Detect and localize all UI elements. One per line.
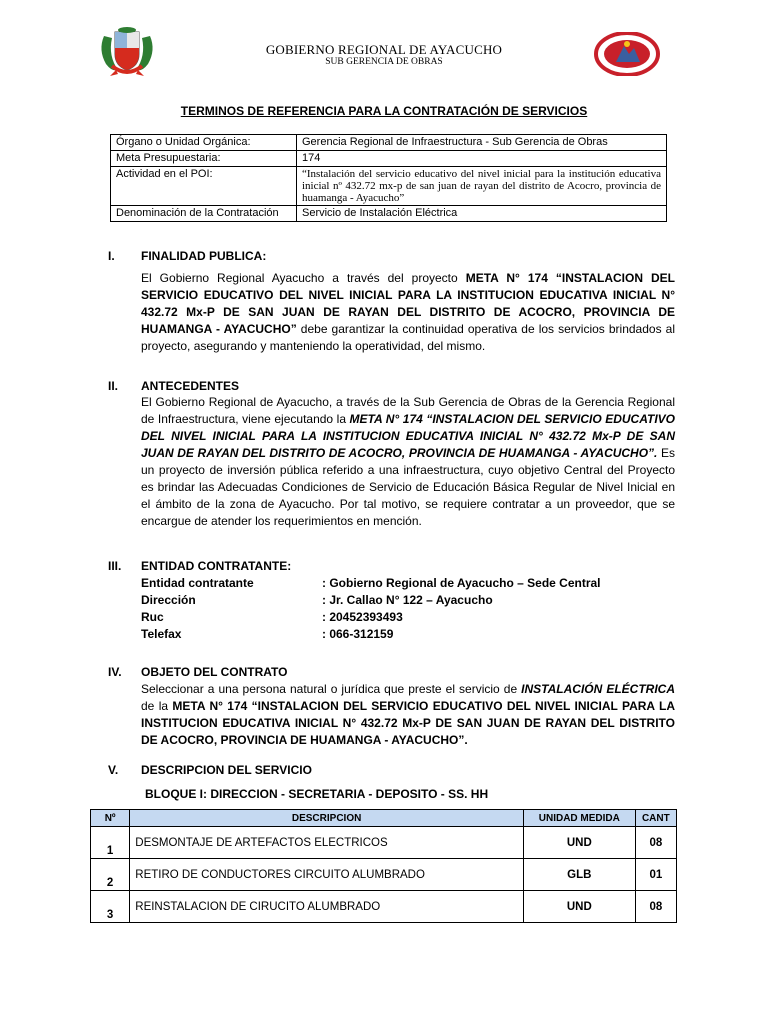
entity-label: Ruc (141, 610, 164, 624)
entity-value: : Jr. Callao N° 122 – Ayacucho (322, 593, 493, 607)
column-header: DESCRIPCION (130, 810, 524, 827)
row-quantity: 08 (635, 891, 676, 923)
info-row (111, 206, 667, 222)
row-number: 2 (91, 859, 130, 891)
info-value: Gerencia Regional de Infraestructura - Sub Gerencia de Obras (297, 135, 667, 151)
header-title: GOBIERNO REGIONAL DE AYACUCHO (265, 42, 503, 57)
info-value: “Instalación del servicio educativo del nivel inicial para la institución educativa inicial nº 432.72 mx-p de san juan de rayan del distrito de Acocro, provincia de huamanga - Ayacucho” (297, 167, 667, 206)
header-subtitle: SUB GERENCIA DE OBRAS (325, 57, 443, 67)
row-unit: UND (523, 891, 635, 923)
section-number: IV. (108, 665, 122, 679)
entity-value: : Gobierno Regional de Ayacucho – Sede Central (322, 576, 601, 590)
info-label: Actividad en el POI: (111, 167, 297, 206)
section-title: ANTECEDENTES (141, 379, 240, 393)
row-description: RETIRO DE CONDUCTORES CIRCUITO ALUMBRADO (130, 859, 524, 891)
table-row (91, 859, 677, 891)
text-run: El Gobierno Regional Ayacucho a través del proyecto (141, 271, 466, 285)
text-run-bold-italic: INSTALACIÓN ELÉCTRICA (521, 682, 675, 696)
info-value: Servicio de Instalación Eléctrica (297, 206, 667, 222)
section-title: FINALIDAD PUBLICA: (141, 249, 267, 263)
text-run: Seleccionar a una persona natural o jurídica que preste el servicio de (141, 682, 522, 696)
entity-label: Entidad contratante (141, 576, 254, 590)
row-number: 1 (91, 827, 130, 859)
section-number: I. (108, 249, 115, 263)
document-title: TERMINOS DE REFERENCIA PARA LA CONTRATACIÓN DE SERVICIOS (180, 104, 588, 118)
text-run-bold: META N° 174 “INSTALACION DEL SERVICIO EDUCATIVO DEL NIVEL INICIAL PARA LA INSTITUCION EDUCATIVA INICIAL N° 432.72 Mx-P DE SAN JUAN DE RAYAN DEL DISTRITO DE ACOCRO, PROVINCIA DE HUAMANGA - AYACUCHO” (141, 271, 675, 336)
text-run: Es un proyecto de inversión pública referido a una infraestructura, cuyo objetivo Central del Proyecto es brindar las Adecuadas Condiciones de Servicio de Educación Básica Regular de Nivel Inicial en el ámbito de la zona de Ayacucho. Por tal motivo, se requiere contratar a un proveedor, que se encargue de atender los requerimientos en mención. (141, 446, 676, 528)
row-quantity: 08 (635, 827, 676, 859)
section-paragraph (141, 270, 675, 355)
section-paragraph (141, 681, 675, 749)
entity-value: : 066-312159 (322, 627, 394, 641)
section-title: OBJETO DEL CONTRATO (141, 665, 288, 679)
info-row (111, 151, 667, 167)
info-table (110, 134, 667, 222)
service-table (90, 809, 677, 923)
entity-value: : 20452393493 (322, 610, 403, 624)
row-quantity: 01 (635, 859, 676, 891)
section-title: DESCRIPCION DEL SERVICIO (141, 763, 312, 777)
row-description: REINSTALACION DE CIRUCITO ALUMBRADO (130, 891, 524, 923)
section-number: V. (108, 763, 119, 777)
text-run-bold-italic: META N° 174 “INSTALACION DEL SERVICIO EDUCATIVO DEL NIVEL INICIAL PARA LA INSTITUCION EDUCATIVA INICIAL N° 432.72 Mx-P DE SAN JUAN DE RAYAN DEL DISTRITO DE ACOCRO, PROVINCIA DE HUAMANGA - AYACUCHO”. (141, 412, 675, 460)
text-run: debe garantizar la continuidad operativa de los servicios brindados al proyecto, asegurando y manteniendo la operatividad, del mismo. (141, 322, 675, 353)
info-row (111, 167, 667, 206)
row-unit: UND (523, 827, 635, 859)
info-row (111, 135, 667, 151)
bloque-title: BLOQUE I: DIRECCION - SECRETARIA - DEPOSITO - SS. HH (145, 787, 489, 801)
info-label: Meta Presupuestaria: (111, 151, 297, 167)
section-paragraph (141, 394, 675, 530)
section-number: III. (108, 559, 122, 573)
row-description: DESMONTAJE DE ARTEFACTOS ELECTRICOS (130, 827, 524, 859)
info-value: 174 (297, 151, 667, 167)
text-run-bold: META N° 174 “INSTALACION DEL SERVICIO EDUCATIVO DEL NIVEL INICIAL PARA LA INSTITUCION EDUCATIVA INICIAL N° 432.72 Mx-P DE SAN JUAN DE RAYAN DEL DISTRITO DE ACOCRO, PROVINCIA DE HUAMANGA - AYACUCHO”. (141, 699, 676, 747)
column-header: UNIDAD MEDIDA (523, 810, 635, 827)
section-number: II. (108, 379, 119, 393)
row-number: 3 (91, 891, 130, 923)
row-unit: GLB (523, 859, 635, 891)
text-run: de la (141, 699, 173, 713)
column-header: CANT (635, 810, 676, 827)
section-title: ENTIDAD CONTRATANTE: (141, 559, 292, 573)
info-label: Denominación de la Contratación (111, 206, 297, 222)
table-header-row (91, 810, 677, 827)
table-row (91, 827, 677, 859)
column-header: Nº (91, 810, 130, 827)
entity-label: Dirección (141, 593, 196, 607)
text-run: El Gobierno Regional de Ayacucho, a través de la Sub Gerencia de Obras de la Gerencia Regional de Infraestructura, viene ejecutando la (141, 395, 675, 426)
table-row (91, 891, 677, 923)
info-label: Órgano o Unidad Orgánica: (111, 135, 297, 151)
entity-label: Telefax (141, 627, 182, 641)
